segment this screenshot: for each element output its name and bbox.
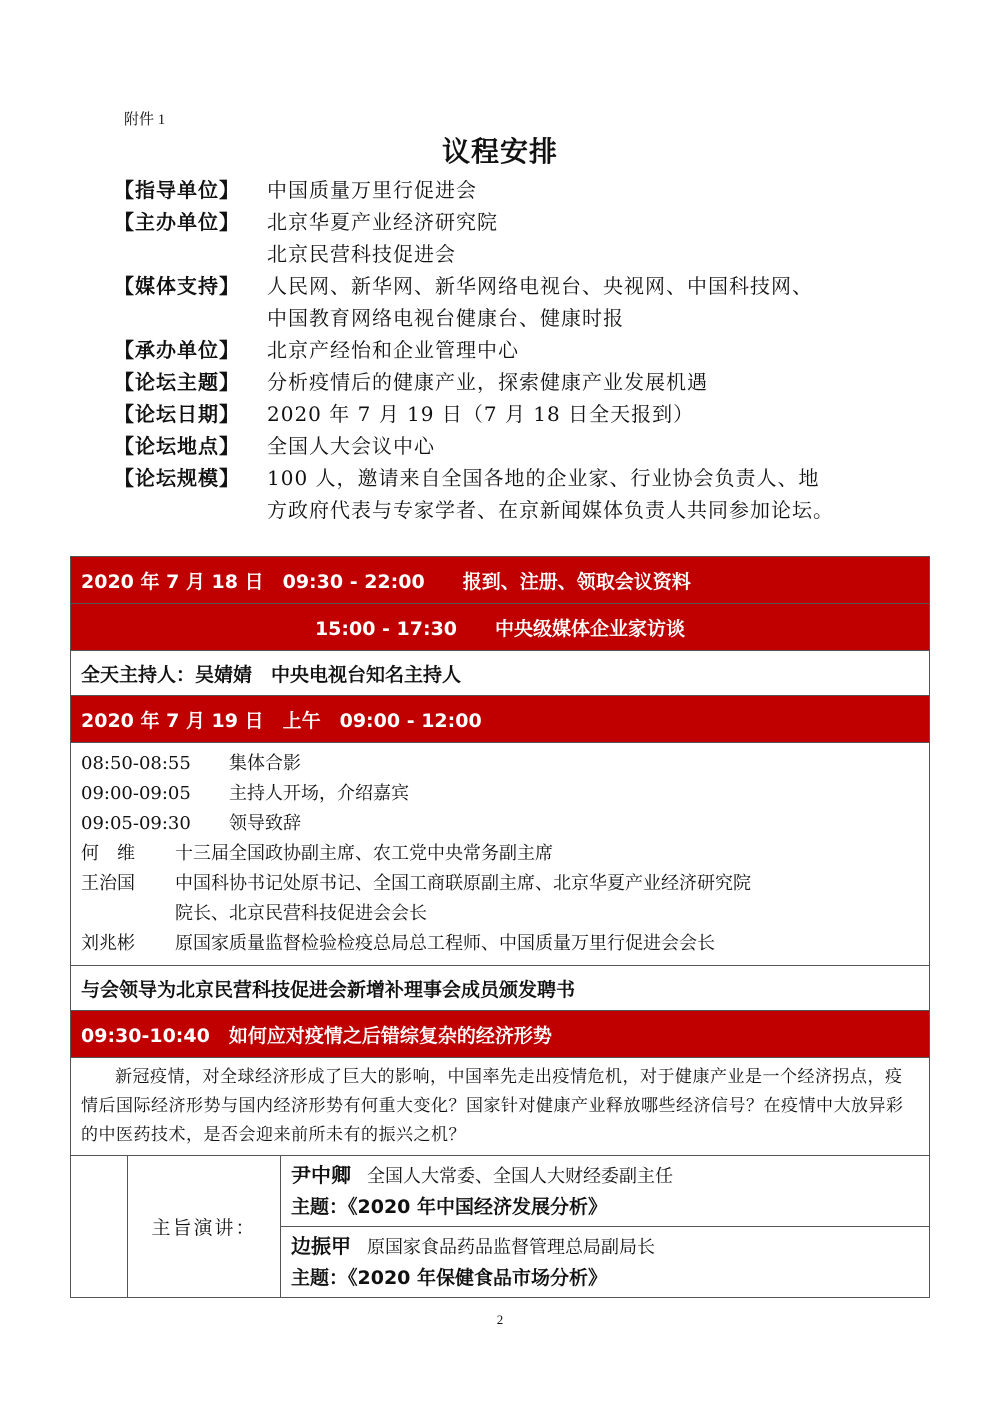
info-value: 中国质量万里行促进会 xyxy=(267,178,477,202)
page-title: 议程安排 xyxy=(441,135,558,168)
schedule-desc: 集体合影 xyxy=(229,753,301,774)
speaker-title: 全国人大常委、全国人大财经委副主任 xyxy=(367,1166,673,1187)
speaker-name: 边振甲 xyxy=(291,1234,351,1258)
info-value: 北京华夏产业经济研究院 xyxy=(267,210,498,234)
leader-item xyxy=(81,869,919,899)
session-description: 新冠疫情，对全球经济形成了巨大的影响，中国率先走出疫情危机，对于健康产业是一个经济拐点，疫情后国际经济形势与国内经济形势有何重大变化？国家针对健康产业释放哪些经济信号？在疫情中大放异彩的中医药技术，是否会迎来前所未有的振兴之机？ xyxy=(71,1058,930,1156)
leader-title: 原国家质量监督检验检疫总局总工程师、中国质量万里行促进会会长 xyxy=(175,933,715,954)
schedule-item xyxy=(81,749,919,779)
info-row-host xyxy=(114,206,914,270)
info-value: 北京产经怡和企业管理中心 xyxy=(267,338,519,362)
schedule-time: 08:50-08:55 xyxy=(81,753,191,774)
info-row-scale xyxy=(114,462,914,526)
info-value: 全国人大会议中心 xyxy=(267,434,435,458)
attachment-label: 附件 1 xyxy=(124,112,166,128)
info-value: 分析疫情后的健康产业，探索健康产业发展机遇 xyxy=(267,370,708,394)
info-label: 【承办单位】 xyxy=(114,338,240,362)
info-row-organizer xyxy=(114,334,914,366)
speaker-name: 尹中卿 xyxy=(291,1163,351,1187)
session-header: 09:30-10:40 如何应对疫情之后错综复杂的经济形势 xyxy=(71,1011,930,1058)
info-value: 100 人，邀请来自全国各地的企业家、行业协会负责人、地 xyxy=(267,466,820,490)
info-value: 中国教育网络电视台健康台、健康时报 xyxy=(267,306,624,330)
morning-schedule xyxy=(71,743,930,966)
award-row: 与会领导为北京民营科技促进会新增补理事会成员颁发聘书 xyxy=(71,966,930,1011)
page-number: 2 xyxy=(496,1312,504,1327)
info-label: 【论坛地点】 xyxy=(114,434,240,458)
day1-header: 2020 年 7 月 18 日 09:30 - 22:00 报到、注册、领取会议资料 xyxy=(71,557,930,604)
info-value: 人民网、新华网、新华网络电视台、央视网、中国科技网、 xyxy=(267,274,813,298)
info-label: 【指导单位】 xyxy=(114,178,240,202)
schedule-desc: 主持人开场，介绍嘉宾 xyxy=(229,783,409,804)
info-row-media xyxy=(114,270,914,334)
info-row-guide xyxy=(114,174,914,206)
leader-title: 十三届全国政协副主席、农工党中央常务副主席 xyxy=(175,843,553,864)
speaker-topic: 主题：《2020 年中国经济发展分析》 xyxy=(291,1196,607,1218)
host-row: 全天主持人：吴婧婧 中央电视台知名主持人 xyxy=(71,651,930,696)
info-row-theme xyxy=(114,366,914,398)
info-label: 【论坛规模】 xyxy=(114,466,240,490)
speaker-topic: 主题：《2020 年保健食品市场分析》 xyxy=(291,1267,607,1289)
info-value: 2020 年 7 月 19 日（7 月 18 日全天报到） xyxy=(267,402,695,426)
info-row-venue xyxy=(114,430,914,462)
info-label: 【主办单位】 xyxy=(114,210,240,234)
leader-name: 王治国 xyxy=(81,873,135,894)
leader-item-cont xyxy=(81,899,919,929)
day2-header: 2020 年 7 月 19 日 上午 09:00 - 12:00 xyxy=(71,696,930,743)
schedule-item xyxy=(81,779,919,809)
leader-title: 院长、北京民营科技促进会会长 xyxy=(175,903,427,924)
info-section xyxy=(114,174,914,526)
keynote-label: 主旨演讲： xyxy=(128,1156,281,1298)
info-row-date xyxy=(114,398,914,430)
schedule-desc: 领导致辞 xyxy=(229,813,301,834)
speaker-cell xyxy=(281,1227,930,1298)
agenda-table xyxy=(70,556,930,1298)
day1-interview: 15:00 - 17:30 中央级媒体企业家访谈 xyxy=(71,604,930,651)
info-label: 【论坛日期】 xyxy=(114,402,240,426)
info-label: 【论坛主题】 xyxy=(114,370,240,394)
speaker-cell xyxy=(281,1156,930,1227)
info-label: 【媒体支持】 xyxy=(114,274,240,298)
leader-name: 刘兆彬 xyxy=(81,933,135,954)
speaker-title: 原国家食品药品监督管理总局副局长 xyxy=(367,1237,655,1258)
blank-cell xyxy=(71,1156,128,1298)
leader-item xyxy=(81,839,919,869)
schedule-time: 09:00-09:05 xyxy=(81,783,191,804)
leader-name: 何 维 xyxy=(81,843,135,864)
schedule-time: 09:05-09:30 xyxy=(81,813,191,834)
info-value: 方政府代表与专家学者、在京新闻媒体负责人共同参加论坛。 xyxy=(267,498,834,522)
leader-title: 中国科协书记处原书记、全国工商联原副主席、北京华夏产业经济研究院 xyxy=(175,873,751,894)
info-value: 北京民营科技促进会 xyxy=(267,242,456,266)
leader-item xyxy=(81,929,919,959)
schedule-item xyxy=(81,809,919,839)
